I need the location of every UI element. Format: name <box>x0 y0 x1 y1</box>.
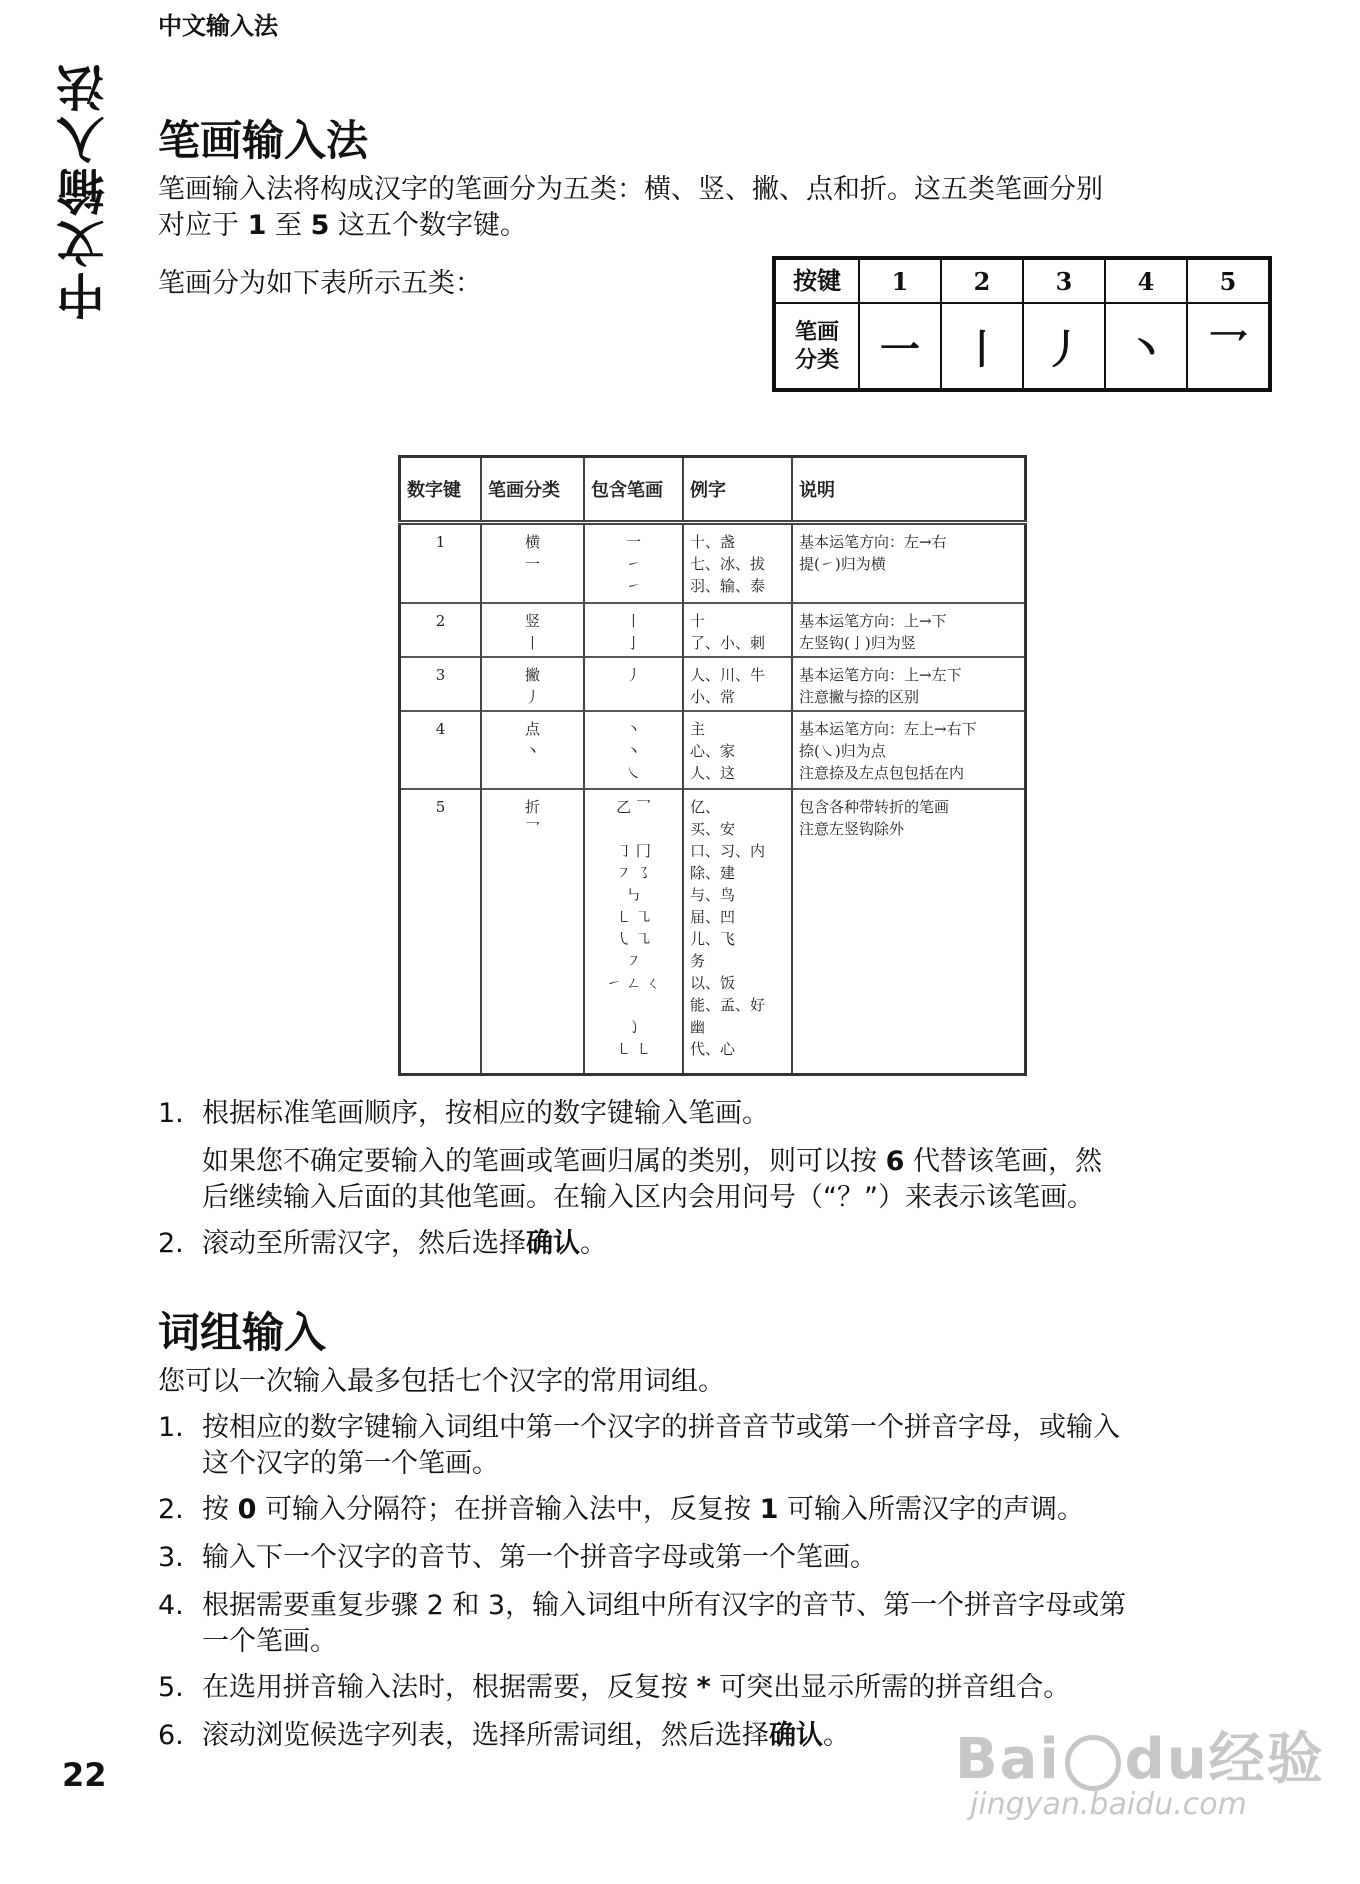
running-header: 中文输入法 <box>158 12 278 40</box>
cell-note: 基本运笔方向：左→右 提(㇀)归为横 <box>792 523 1026 603</box>
phrase-section-title: 词组输入 <box>158 1308 327 1357</box>
cell-key: 1 <box>400 523 482 603</box>
table-row <box>400 711 1026 789</box>
stroke-pie: 丿 <box>1023 303 1105 390</box>
key-5: 5 <box>1187 258 1270 303</box>
cell-examples: 十 了、小、刺 <box>683 603 792 657</box>
cell-note: 基本运笔方向：左上→右下 捺(㇏)归为点 注意捺及左点包包括在内 <box>792 711 1026 789</box>
watermark-url: jingyan.baidu.com <box>970 1787 1247 1822</box>
cell-strokes: 一 ㇀ ㇀ <box>584 523 683 603</box>
table-header-row <box>400 457 1026 523</box>
phrase-intro: 您可以一次输入最多包括七个汉字的常用词组。 <box>158 1366 725 1397</box>
watermark-brand-a: Bai <box>955 1727 1061 1792</box>
col-header-strokes: 包含笔画 <box>584 457 683 523</box>
key-row <box>774 258 1270 303</box>
col-header-examples: 例字 <box>683 457 792 523</box>
cell-key: 3 <box>400 657 482 711</box>
col-header-notes: 说明 <box>792 457 1026 523</box>
cell-note: 包含各种带转折的笔画 注意左竖钩除外 <box>792 789 1026 1075</box>
key-row-header: 按键 <box>774 258 859 303</box>
stroke-step-1-note: 如果您不确定要输入的笔画或笔画归属的类别，则可以按 6 代替该笔画，然 后继续输入后面的其他笔画。在输入区内会用问号（“？”）来表示该笔画。 <box>202 1146 1102 1213</box>
watermark-brand-b: du <box>1124 1727 1209 1792</box>
cell-note: 基本运笔方向：上→左下 注意撇与捺的区别 <box>792 657 1026 711</box>
cell-examples: 亿、 买、安 口、习、内 除、建 与、鸟 届、凹 儿、飞 务 以、饭 能、孟、好 幽 代、心 <box>683 789 792 1075</box>
cell-category: 横 一 <box>481 523 584 603</box>
table-row <box>400 523 1026 603</box>
page-number: 22 <box>62 1756 107 1794</box>
cell-category: 点 丶 <box>481 711 584 789</box>
col-header-key: 数字键 <box>400 457 482 523</box>
key-2: 2 <box>941 258 1023 303</box>
cell-examples: 十、盏 七、冰、拔 羽、输、泰 <box>683 523 792 603</box>
phrase-step-2: 2. 按 0 可输入分隔符；在拼音输入法中，反复按 1 可输入所需汉字的声调。 <box>158 1494 1084 1525</box>
table-row <box>400 789 1026 1075</box>
cell-key: 4 <box>400 711 482 789</box>
cell-note: 基本运笔方向：上→下 左竖钩(亅)归为竖 <box>792 603 1026 657</box>
stroke-heng: 一 <box>859 303 941 390</box>
stroke-section-title: 笔画输入法 <box>158 116 369 165</box>
baidu-jingyan-watermark <box>955 1715 1325 1822</box>
stroke-intro-paragraph: 笔画输入法将构成汉字的笔画分为五类：横、竖、撇、点和折。这五类笔画分别 对应于 1 至 5 这五个数字键。 <box>158 174 1103 241</box>
stroke-step-2: 2. 滚动至所需汉字，然后选择确认。 <box>158 1228 607 1259</box>
cell-examples: 人、川、牛 小、常 <box>683 657 792 711</box>
key-1: 1 <box>859 258 941 303</box>
table-intro-text: 笔画分为如下表所示五类： <box>158 268 482 299</box>
stroke-shu: 丨 <box>941 303 1023 390</box>
stroke-step-1: 1. 根据标准笔画顺序，按相应的数字键输入笔画。 <box>158 1098 769 1129</box>
col-header-category: 笔画分类 <box>481 457 584 523</box>
phrase-step-1: 1. 按相应的数字键输入词组中第一个汉字的拼音音节或第一个拼音字母，或输入 这个汉字的第一个笔画。 <box>158 1412 1120 1479</box>
key-4: 4 <box>1105 258 1187 303</box>
phrase-step-4: 4. 根据需要重复步骤 2 和 3，输入词组中所有汉字的音节、第一个拼音字母或第 一个笔画。 <box>158 1590 1127 1657</box>
stroke-detail-table <box>398 455 1027 1076</box>
key-3: 3 <box>1023 258 1105 303</box>
cell-key: 5 <box>400 789 482 1075</box>
phrase-step-3: 3. 输入下一个汉字的音节、第一个拼音字母或第一个笔画。 <box>158 1542 877 1573</box>
cell-category: 撇 丿 <box>481 657 584 711</box>
key-stroke-table <box>772 256 1272 392</box>
stroke-zhe: 乛 <box>1187 303 1270 390</box>
cell-key: 2 <box>400 603 482 657</box>
cell-strokes: 乙 乛 ㇆ 冂 ㇇ ㇌ ㇉ ㇄ ㇈ ㇂ ㇈ ㇇ ㇀ ㄥ ㄑ ㇁ ㇄ ㇄ <box>584 789 683 1075</box>
watermark-brand-c: 经验 <box>1208 1727 1325 1792</box>
phrase-step-6: 6. 滚动浏览候选字列表，选择所需词组，然后选择确认。 <box>158 1720 850 1751</box>
cell-category: 折 乛 <box>481 789 584 1075</box>
phrase-step-5: 5. 在选用拼音输入法时，根据需要，反复按 * 可突出显示所需的拼音组合。 <box>158 1672 1071 1703</box>
cell-strokes: 丶 丶 ㇏ <box>584 711 683 789</box>
stroke-dian: 丶 <box>1105 303 1187 390</box>
stroke-row <box>774 303 1270 390</box>
section-side-tab: 中文输入法 <box>57 60 113 320</box>
paw-icon <box>1065 1735 1121 1791</box>
stroke-row-header: 笔画 分类 <box>774 303 859 390</box>
table-row <box>400 603 1026 657</box>
cell-examples: 主 心、家 人、这 <box>683 711 792 789</box>
cell-strokes: 丨 亅 <box>584 603 683 657</box>
cell-strokes: 丿 <box>584 657 683 711</box>
cell-category: 竖 丨 <box>481 603 584 657</box>
table-row <box>400 657 1026 711</box>
